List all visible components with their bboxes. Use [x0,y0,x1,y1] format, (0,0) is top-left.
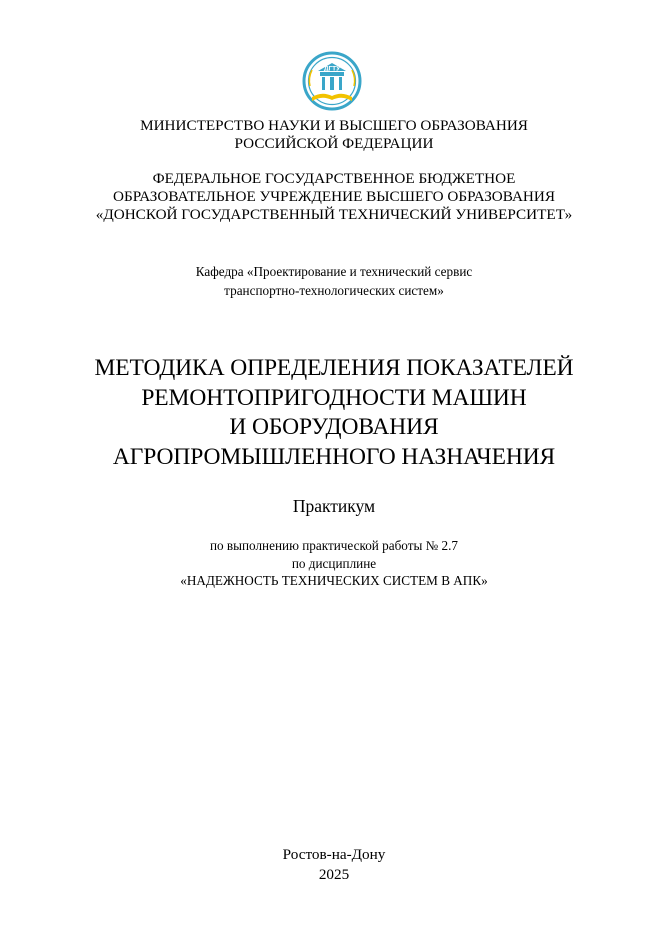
university-emblem-icon [300,50,364,116]
title-line: РЕМОНТОПРИГОДНОСТИ МАШИН [141,384,527,411]
document-genre [0,496,668,516]
title-line: АГРОПРОМЫШЛЕННОГО НАЗНАЧЕНИЯ [112,443,556,470]
emblem-abbreviation: ДГТУ [323,65,341,73]
document-title [0,354,668,472]
ministry-heading [0,117,668,153]
emblem-building [320,72,344,90]
title-line: МЕТОДИКА ОПРЕДЕЛЕНИЯ ПОКАЗАТЕЛЕЙ [94,355,574,381]
publication-year: 2025 [318,866,350,883]
institution-line: ФЕДЕРАЛЬНОЕ ГОСУДАРСТВЕННОЕ БЮДЖЕТНОЕ [152,170,516,187]
work-line: по дисциплине [291,555,377,571]
title-line: И ОБОРУДОВАНИЯ [229,414,439,440]
work-line: «НАДЕЖНОСТЬ ТЕХНИЧЕСКИХ СИСТЕМ В АПК» [180,573,488,588]
genre-label: Практикум [292,496,376,516]
institution-line: «ДОНСКОЙ ГОСУДАРСТВЕННЫЙ ТЕХНИЧЕСКИЙ УНИВЕРСИТЕТ» [95,206,573,223]
ministry-line: РОССИЙСКОЙ ФЕДЕРАЦИИ [234,135,434,152]
work-description [0,537,668,590]
department-name [0,262,668,300]
department-line: транспортно-технологических систем» [224,283,444,298]
institution-heading [0,170,668,224]
institution-line: ОБРАЗОВАТЕЛЬНОЕ УЧРЕЖДЕНИЕ ВЫСШЕГО ОБРАЗОВАНИЯ [113,188,555,205]
department-line: Кафедра «Проектирование и технический сервис [195,264,473,279]
publication-footer [0,845,668,885]
publication-city: Ростов-на-Дону [282,846,386,863]
work-line: по выполнению практической работы № 2.7 [209,538,459,553]
ministry-line: МИНИСТЕРСТВО НАУКИ И ВЫСШЕГО ОБРАЗОВАНИЯ [140,117,528,134]
